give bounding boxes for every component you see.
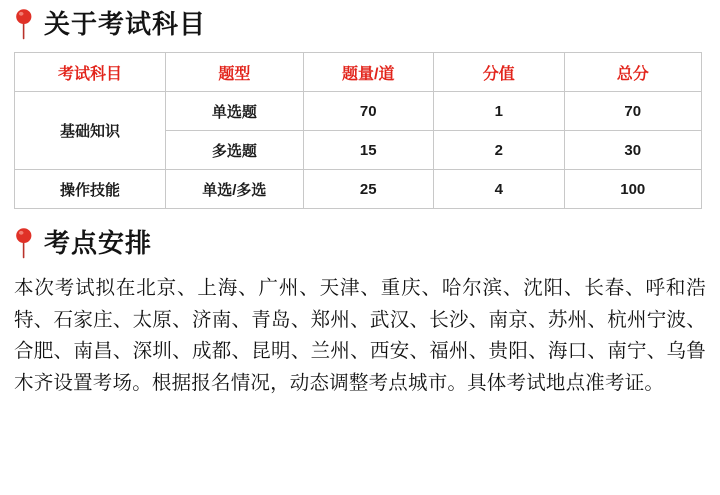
table-row bbox=[15, 92, 702, 131]
document-page bbox=[0, 8, 720, 495]
table-cell-count: 15 bbox=[303, 131, 434, 170]
table-cell-count: 25 bbox=[303, 170, 434, 209]
page-title-exam-sites: 考点安排 bbox=[44, 227, 153, 258]
table-cell-type: 多选题 bbox=[166, 131, 303, 170]
table-cell-type: 单选题 bbox=[166, 92, 303, 131]
table-cell-subject: 基础知识 bbox=[15, 92, 166, 170]
table-cell-subject: 操作技能 bbox=[15, 170, 166, 209]
table-cell-total: 30 bbox=[564, 131, 701, 170]
table-header-score: 分值 bbox=[434, 53, 565, 92]
page-title-exam-subjects: 关于考试科目 bbox=[44, 8, 207, 39]
pushpin-icon bbox=[14, 227, 34, 259]
section-heading-exam-subjects bbox=[14, 8, 706, 40]
table-cell-total: 100 bbox=[564, 170, 701, 209]
table-cell-type: 单选/多选 bbox=[166, 170, 303, 209]
table-header-type: 题型 bbox=[166, 53, 303, 92]
table-cell-score: 1 bbox=[434, 92, 565, 131]
table-header-row bbox=[15, 53, 702, 92]
table-row bbox=[15, 170, 702, 209]
table-header-total: 总分 bbox=[564, 53, 701, 92]
pushpin-icon bbox=[14, 8, 34, 40]
exam-sites-paragraph: 本次考试拟在北京、上海、广州、天津、重庆、哈尔滨、沈阳、长春、呼和浩特、石家庄、太原、济南、青岛、郑州、武汉、长沙、南京、苏州、杭州宁波、合肥、南昌、深圳、成都、昆明、兰州、西安、福州、贵阳、海口、南宁、乌鲁木齐设置考场。根据报名情况，动态调整考点城市。具体考试地点准考证。 bbox=[14, 277, 706, 394]
section-heading-exam-sites bbox=[14, 227, 706, 259]
table-cell-score: 4 bbox=[434, 170, 565, 209]
table-cell-total: 70 bbox=[564, 92, 701, 131]
exam-subjects-table bbox=[14, 52, 702, 209]
table-header-subject: 考试科目 bbox=[15, 53, 166, 92]
table-cell-count: 70 bbox=[303, 92, 434, 131]
table-cell-score: 2 bbox=[434, 131, 565, 170]
table-header-count: 题量/道 bbox=[303, 53, 434, 92]
